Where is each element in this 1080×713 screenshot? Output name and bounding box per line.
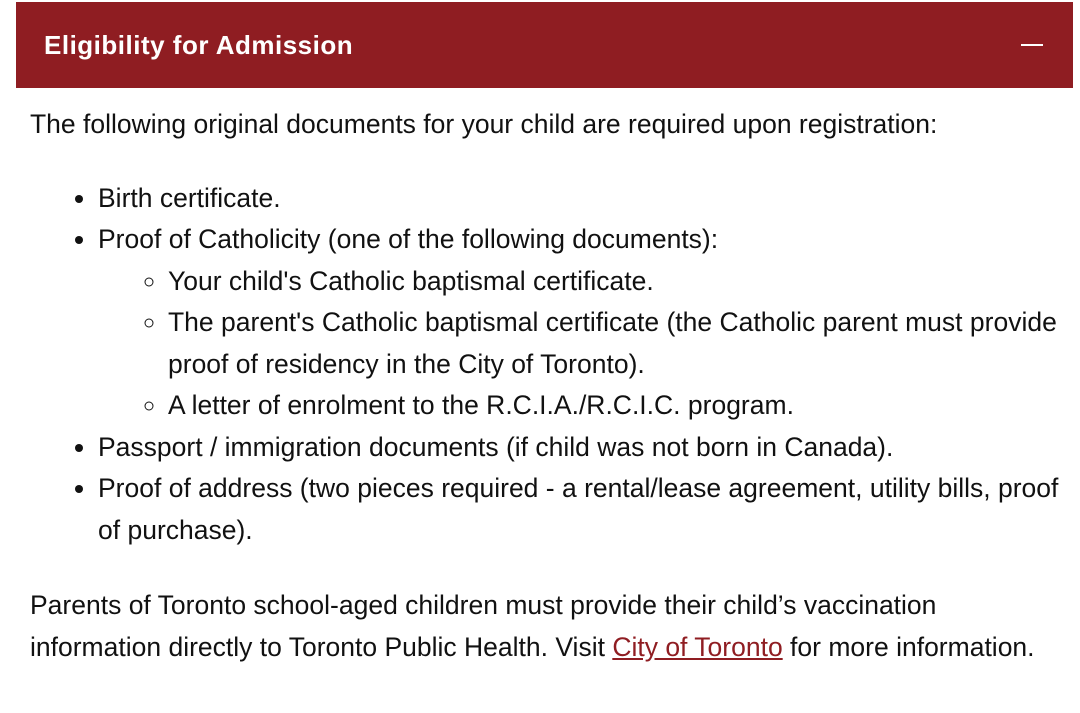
list-item-label: Passport / immigration documents (if child was not born in Canada). <box>98 431 894 462</box>
catholicity-options-list <box>98 261 1070 427</box>
vaccination-text-end: for more information. <box>782 631 1035 662</box>
city-of-toronto-link[interactable]: City of Toronto <box>612 631 783 662</box>
intro-text: The following original documents for your child are required upon registration: <box>30 109 938 139</box>
list-item-label: Proof of address (two pieces required - a rental/lease agreement, utility bills, proof of purchase). <box>98 473 1059 545</box>
list-item-birth-certificate <box>98 178 1070 220</box>
vaccination-text: Parents of Toronto school-aged children must provide their child’s vaccination information directly to Toronto Public Health. Visit <box>30 590 937 662</box>
sub-list-item-label: Your child's Catholic baptismal certificate. <box>168 265 654 296</box>
sub-list-item <box>168 385 1070 427</box>
list-item-label: Birth certificate. <box>98 182 281 213</box>
sub-list-item-label: The parent's Catholic baptismal certificate (the Catholic parent must provide proof of residency in the City of Toronto). <box>168 307 1057 379</box>
required-documents-list <box>30 178 1070 552</box>
accordion-title: Eligibility for Admission <box>44 29 354 60</box>
accordion-header[interactable] <box>16 2 1073 88</box>
list-item-proof-of-address <box>98 468 1070 551</box>
accordion-body <box>30 104 1070 668</box>
list-item-passport <box>98 427 1070 469</box>
list-item-label: Proof of Catholicity (one of the following documents): <box>98 224 719 254</box>
vaccination-paragraph <box>30 585 1070 668</box>
sub-list-item <box>168 302 1070 385</box>
sub-list-item-label: A letter of enrolment to the R.C.I.A./R.C.I.C. program. <box>168 390 794 420</box>
list-item-proof-of-catholicity <box>98 219 1070 427</box>
minus-icon[interactable] <box>1021 34 1043 56</box>
sub-list-item <box>168 261 1070 303</box>
